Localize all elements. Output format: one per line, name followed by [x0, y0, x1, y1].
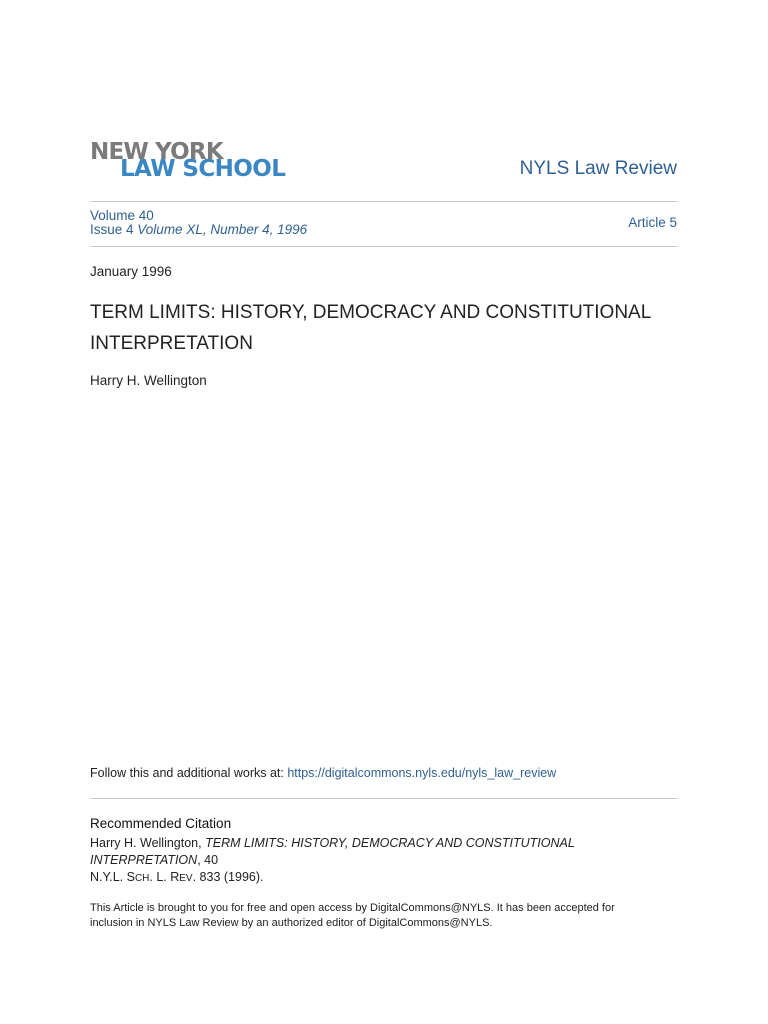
header-divider-bottom [90, 246, 678, 247]
header-divider-top [90, 201, 678, 202]
citation-journal-part-3: . L. R [149, 870, 180, 884]
volume-link[interactable]: Volume 40 [90, 208, 154, 223]
issue-link[interactable] [90, 223, 307, 237]
citation-journal-part-1: N.Y.L. S [90, 870, 135, 884]
article-title-line-2: INTERPRETATION [90, 333, 253, 354]
article-number-link[interactable]: Article 5 [628, 215, 677, 230]
collection-url-link[interactable]: https://digitalcommons.nyls.edu/nyls_law_review [287, 766, 557, 780]
issue-description: Volume XL, Number 4, 1996 [137, 222, 308, 237]
logo-line-1: NEW YORK [90, 139, 223, 165]
citation-divider [90, 798, 678, 799]
journal-link[interactable]: NYLS Law Review [519, 158, 677, 179]
article-author: Harry H. Wellington [90, 373, 207, 388]
follow-label: Follow this and additional works at: [90, 766, 288, 780]
new-york-law-school-logo[interactable] [90, 141, 295, 183]
article-title-line-1: TERM LIMITS: HISTORY, DEMOCRACY AND CONSTITUTIONAL [90, 302, 652, 323]
follow-works-line [90, 766, 556, 780]
citation-text [90, 835, 685, 887]
citation-line-2 [90, 869, 685, 887]
recommended-citation-heading: Recommended Citation [90, 816, 232, 831]
access-notice-line-2: inclusion in NYLS Law Review by an authorized editor of DigitalCommons@NYLS. [90, 917, 493, 929]
publication-date: January 1996 [90, 264, 172, 279]
logo-line-2: LAW SCHOOL [120, 156, 286, 182]
access-notice-line-1: This Article is brought to you for free and open access by DigitalCommons@NYLS. It has been accepted for [90, 902, 615, 914]
citation-journal-part-5: . 833 (1996). [192, 870, 264, 884]
citation-line-1 [90, 835, 685, 869]
citation-journal-part-4: EV [179, 873, 193, 884]
citation-journal-part-2: CH [134, 873, 150, 884]
article-title [90, 297, 690, 359]
citation-author: Harry H. Wellington, [90, 836, 206, 850]
issue-number: Issue 4 [90, 222, 134, 237]
access-notice [90, 901, 680, 931]
citation-volume: , 40 [197, 853, 219, 867]
citation-title: TERM LIMITS: HISTORY, DEMOCRACY AND CONSTITUTIONAL INTERPRETATION [90, 836, 575, 867]
